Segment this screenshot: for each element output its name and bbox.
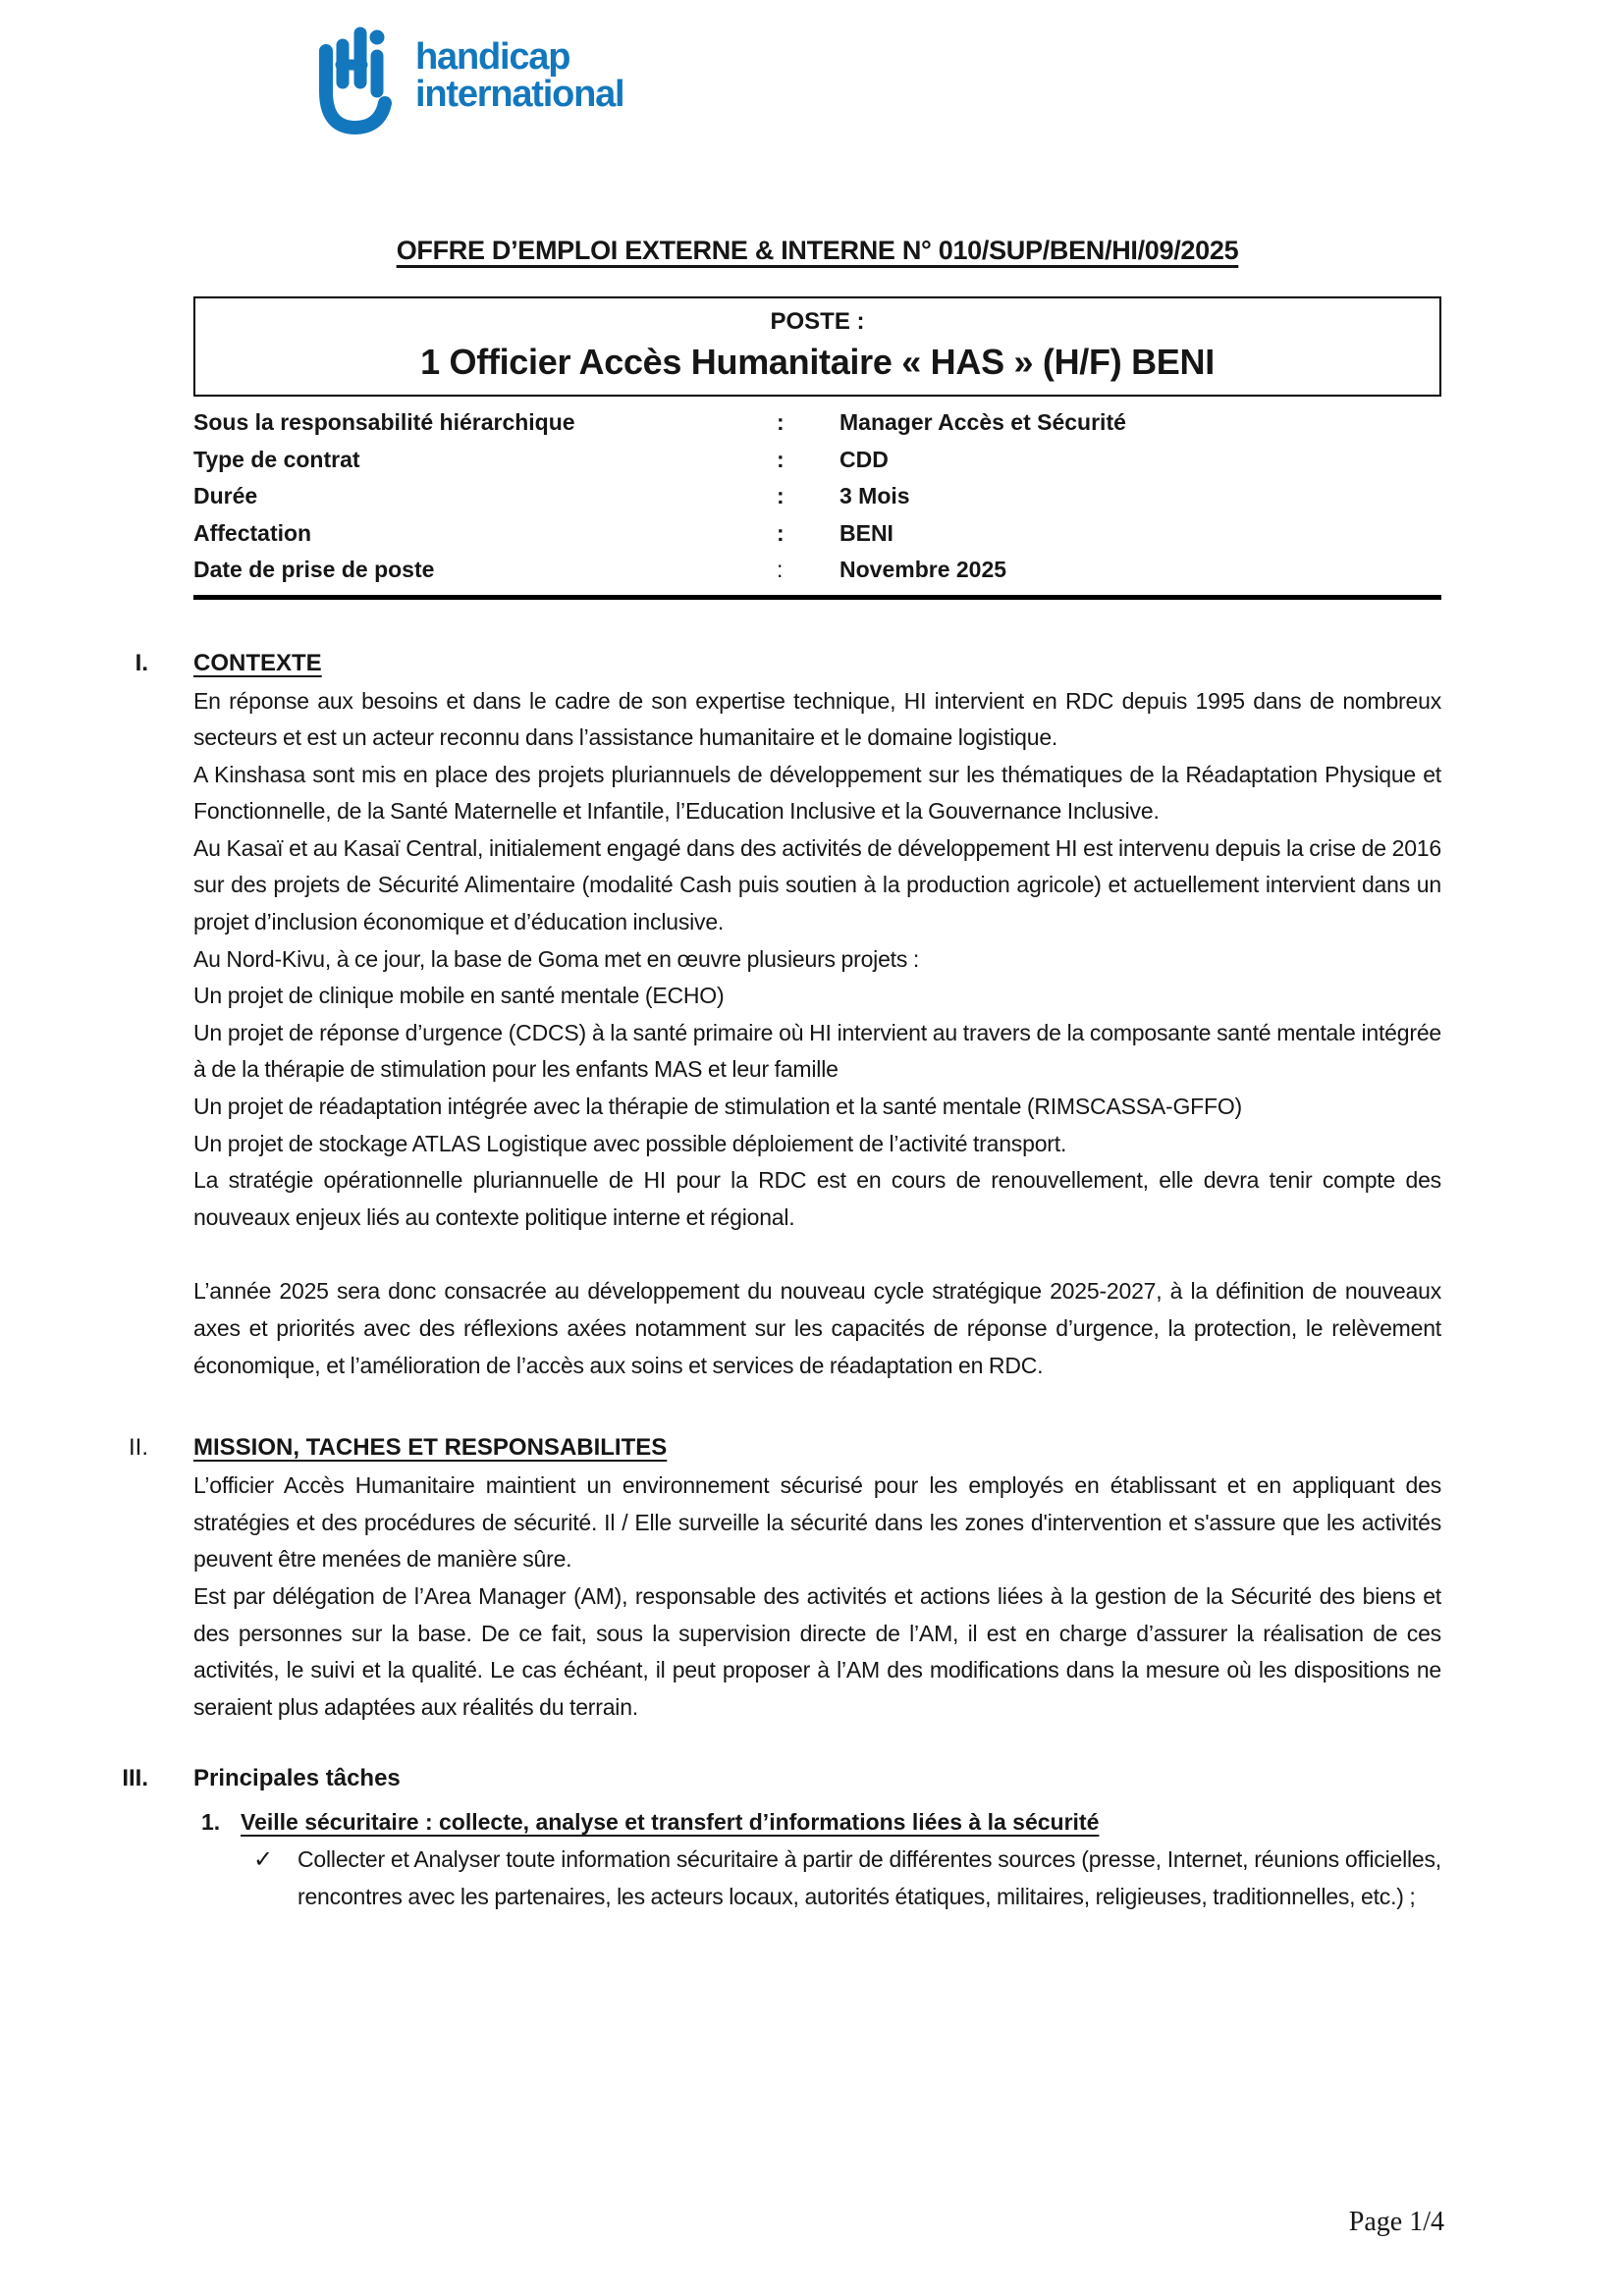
meta-label: Affectation — [193, 519, 312, 546]
paragraph: Un projet de réponse d’urgence (CDCS) à la santé primaire où HI intervient au travers de la composante santé mentale intégrée à de la thérapie de stimulation pour les enfants MAS et leur famille — [193, 1019, 1441, 1083]
meta-label: Date de prise de poste — [193, 557, 435, 582]
section-contexte — [135, 647, 1441, 1385]
table-row — [193, 478, 1441, 515]
paragraph: La stratégie opérationnelle pluriannuelle de HI pour la RDC est en cours de renouvellement, elle devra tenir compte des nouveaux enjeux liés au contexte politique interne et régional. — [193, 1167, 1441, 1230]
table-row — [193, 404, 1441, 442]
logo-wordmark — [415, 38, 623, 113]
table-row — [193, 442, 1441, 479]
meta-value: CDD — [839, 446, 889, 472]
meta-colon: : — [777, 557, 784, 582]
bullet-text: Collecter et Analyser toute information sécuritaire à partir de différentes sources (presse, Internet, réunions officielles, rencontres avec les partenaires, les acteurs locaux, autorités étatiques, militaires, religieuses, traditionnelles, etc.) ; — [298, 1845, 1441, 1909]
meta-label: Type de contrat — [193, 446, 360, 472]
section-number: III. — [122, 1765, 148, 1792]
meta-value: BENI — [839, 519, 893, 546]
paragraph: Un projet de stockage ATLAS Logistique avec possible déploiement de l’activité transport. — [193, 1130, 1067, 1156]
hi-hand-logo-icon — [317, 25, 394, 136]
paragraph: L’officier Accès Humanitaire maintient un environnement sécurisé pour les employés en établissant et en appliquant des stratégies et des procédures de sécurité. Il / Elle surveille la sécurité dans les zones d'intervention et s'assure que les activités peuvent être menées de manière sûre. — [193, 1472, 1441, 1573]
list-item — [193, 1842, 1441, 1915]
subsection-heading — [193, 1804, 1441, 1842]
section-mission — [128, 1431, 1441, 1726]
meta-colon: : — [777, 409, 785, 435]
paragraph: A Kinshasa sont mis en place des projets pluriannuels de développement sur les thématiques de la Réadaptation Physique et Fonctionnelle, de la Santé Maternelle et Infantile, l’Education Inclusive et la Gouvernance Inclusive. — [193, 761, 1441, 825]
section-taches — [122, 1762, 1441, 1915]
meta-table — [193, 397, 1441, 600]
meta-value: Novembre 2025 — [839, 557, 1007, 582]
section-heading — [122, 1762, 1441, 1795]
logo — [317, 25, 1624, 140]
paragraph: En réponse aux besoins et dans le cadre de son expertise technique, HI intervient en RDC depuis 1995 dans de nombreux secteurs et est un acteur reconnu dans l’assistance humanitaire et le domaine logistique. — [193, 687, 1441, 751]
section-title: MISSION, TACHES ET RESPONSABILITES — [193, 1434, 668, 1462]
poste-box — [193, 296, 1441, 397]
section-heading — [128, 1431, 1441, 1465]
poste-title: 1 Officier Accès Humanitaire « HAS » (H/F) BENI — [420, 342, 1215, 382]
meta-value: Manager Accès et Sécurité — [839, 409, 1126, 435]
meta-label: Sous la responsabilité hiérarchique — [193, 409, 575, 435]
paragraph: L’année 2025 sera donc consacrée au développement du nouveau cycle stratégique 2025-2027, à la définition de nouveaux axes et priorités avec des réflexions axées notamment sur les capacités de réponse d’urgence, la protection, le relèvement économique, et l’amélioration de l’accès aux soins et services de réadaptation en RDC. — [193, 1278, 1441, 1378]
paragraph: Est par délégation de l’Area Manager (AM), responsable des activités et actions liées à la gestion de la Sécurité des biens et des personnes sur la base. De ce fait, sous la supervision directe de l’AM, il est en charge d’assurer la réalisation de ces activités, le suivi et la qualité. Le cas échéant, il peut proposer à l’AM des modifications dans la mesure où les dispositions ne seraient plus adaptées aux réalités du terrain. — [193, 1582, 1441, 1720]
section-heading — [135, 647, 1441, 680]
subsection-title: Veille sécuritaire : collecte, analyse et transfert d’informations liées à la sécurité — [241, 1809, 1100, 1836]
meta-value: 3 Mois — [839, 483, 910, 508]
meta-colon: : — [777, 519, 785, 546]
paragraph: Un projet de clinique mobile en santé mentale (ECHO) — [193, 983, 725, 1009]
subsection-number: 1. — [201, 1809, 221, 1836]
paragraph: Au Kasaï et au Kasaï Central, initialement engagé dans des activités de développement HI est intervenu depuis la crise de 2016 sur des projets de Sécurité Alimentaire (modalité Cash puis soutien à la production agricole) et actuellement intervient dans un projet d’inclusion économique et d’éducation inclusive. — [193, 834, 1441, 935]
meta-colon: : — [777, 446, 785, 472]
page-number: Page 1/4 — [1348, 2207, 1444, 2237]
section-number: I. — [135, 649, 148, 676]
meta-label: Durée — [193, 483, 258, 508]
section-title: Principales tâches — [193, 1765, 401, 1792]
table-row — [193, 515, 1441, 553]
section-number: II. — [128, 1434, 148, 1462]
logo-word-2: international — [415, 74, 624, 115]
logo-word-1: handicap — [415, 36, 570, 78]
subsection-veille — [193, 1804, 1441, 1915]
poste-label: POSTE : — [770, 308, 865, 335]
paragraph: Au Nord-Kivu, à ce jour, la base de Goma met en œuvre plusieurs projets : — [193, 945, 920, 972]
table-row — [193, 552, 1441, 589]
doc-title: OFFRE D’EMPLOI EXTERNE & INTERNE N° 010/SUP/BEN/HI/09/2025 — [396, 236, 1239, 265]
checkmark-icon: ✓ — [253, 1845, 274, 1873]
paragraph: Un projet de réadaptation intégrée avec la thérapie de stimulation et la santé mentale (RIMSCASSA-GFFO) — [193, 1094, 1242, 1120]
section-title: CONTEXTE — [193, 649, 322, 676]
meta-colon: : — [777, 483, 785, 508]
